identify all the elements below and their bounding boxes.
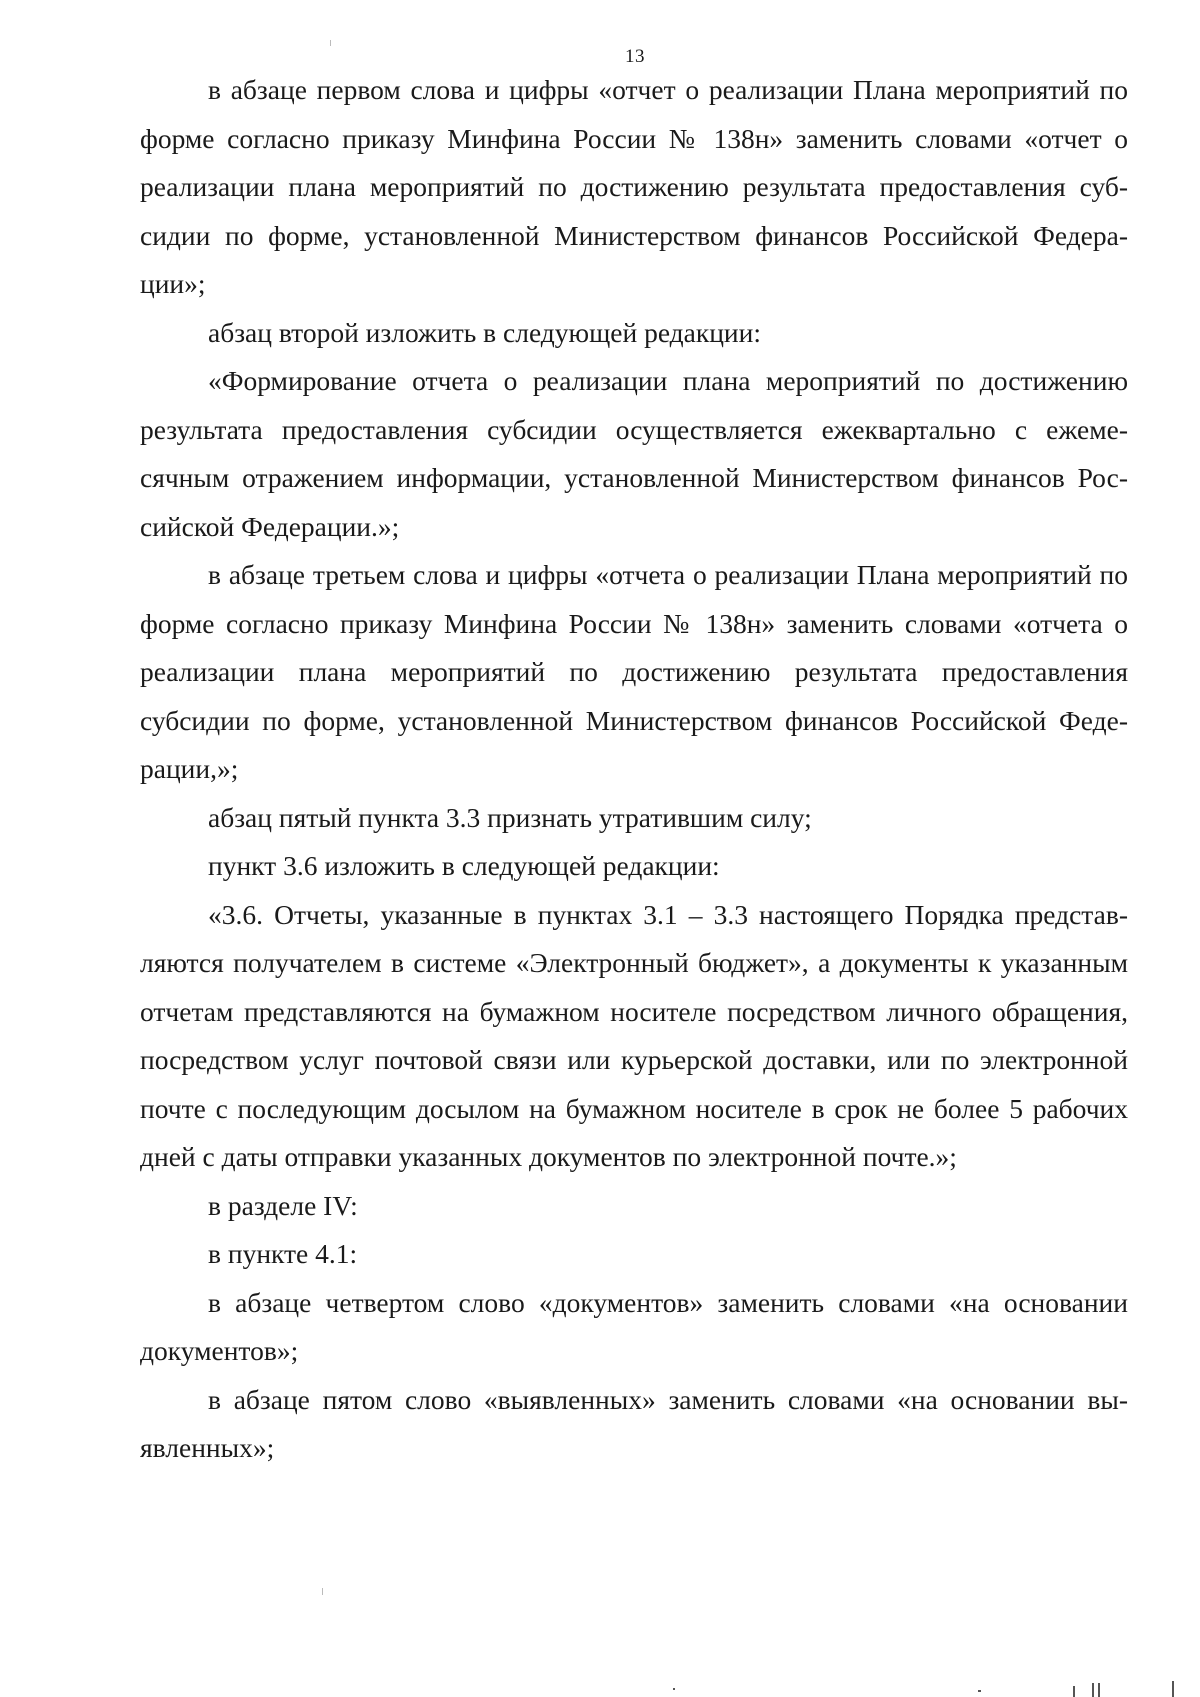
scan-speck xyxy=(978,1690,981,1692)
paragraph-9: в пункте 4.1: xyxy=(208,1238,358,1269)
paragraph-3: «Формирование отчета о реализации плана мероприятий по достижению результата предоставления субсидии осуществляется ежеквартально с ежемесячным отражением информации, установленной Министерством финансов Российской Федерации.»; xyxy=(140,365,1128,542)
page-number: 13 xyxy=(625,46,645,67)
paragraph-11: в абзаце пятом слово «выявленных» заменить словами «на основании выявленных»; xyxy=(140,1383,1128,1463)
scan-speck xyxy=(1172,1681,1174,1697)
scan-speck xyxy=(1098,1683,1100,1697)
document-body xyxy=(140,66,1128,1473)
scan-speck xyxy=(322,1588,323,1595)
paragraph-8: в разделе IV: xyxy=(208,1189,358,1221)
paragraph-6: пункт 3.6 изложить в следующей редакции: xyxy=(208,850,720,881)
scan-speck xyxy=(330,40,331,46)
scan-speck xyxy=(1092,1683,1094,1697)
scan-speck xyxy=(1073,1686,1075,1697)
paragraph-4: в абзаце третьем слова и цифры «отчета о реализации Плана мероприятий по форме согласно приказу Минфина России № 138н» заменить словами «отчета о реализации плана мероприятий по достижению результата предоставления субсидии по форме, установленной Министерством финансов Российской Федерации,»; xyxy=(140,559,1128,784)
paragraph-5: абзац пятый пункта 3.3 признать утратившим силу; xyxy=(208,801,812,833)
scan-speck xyxy=(673,1688,675,1690)
paragraph-1: в абзаце первом слова и цифры «отчет о реализации Плана мероприятий по форме согласно приказу Минфина России № 138н» заменить словами «отчет о реализации плана мероприятий по достижению результата предоставления субсидии по форме, установленной Министерством финансов Российской Федерации»; xyxy=(140,74,1128,299)
paragraph-7: «3.6. Отчеты, указанные в пунктах 3.1 – 3.3 настоящего Порядка представляются получателем в системе «Электронный бюджет», а документы к указанным отчетам представляются на бумажном носителе посредством личного обращения, посредством услуг почтовой связи или курьерской доставки, или по электронной почте с последующим досылом на бумажном носителе в срок не более 5 рабочих дней с даты отправки указанных документов по электронной почте.»; xyxy=(140,898,1128,1172)
paragraph-10: в абзаце четвертом слово «документов» заменить словами «на основании документов»; xyxy=(140,1286,1128,1366)
paragraph-2: абзац второй изложить в следующей редакции: xyxy=(208,316,762,348)
